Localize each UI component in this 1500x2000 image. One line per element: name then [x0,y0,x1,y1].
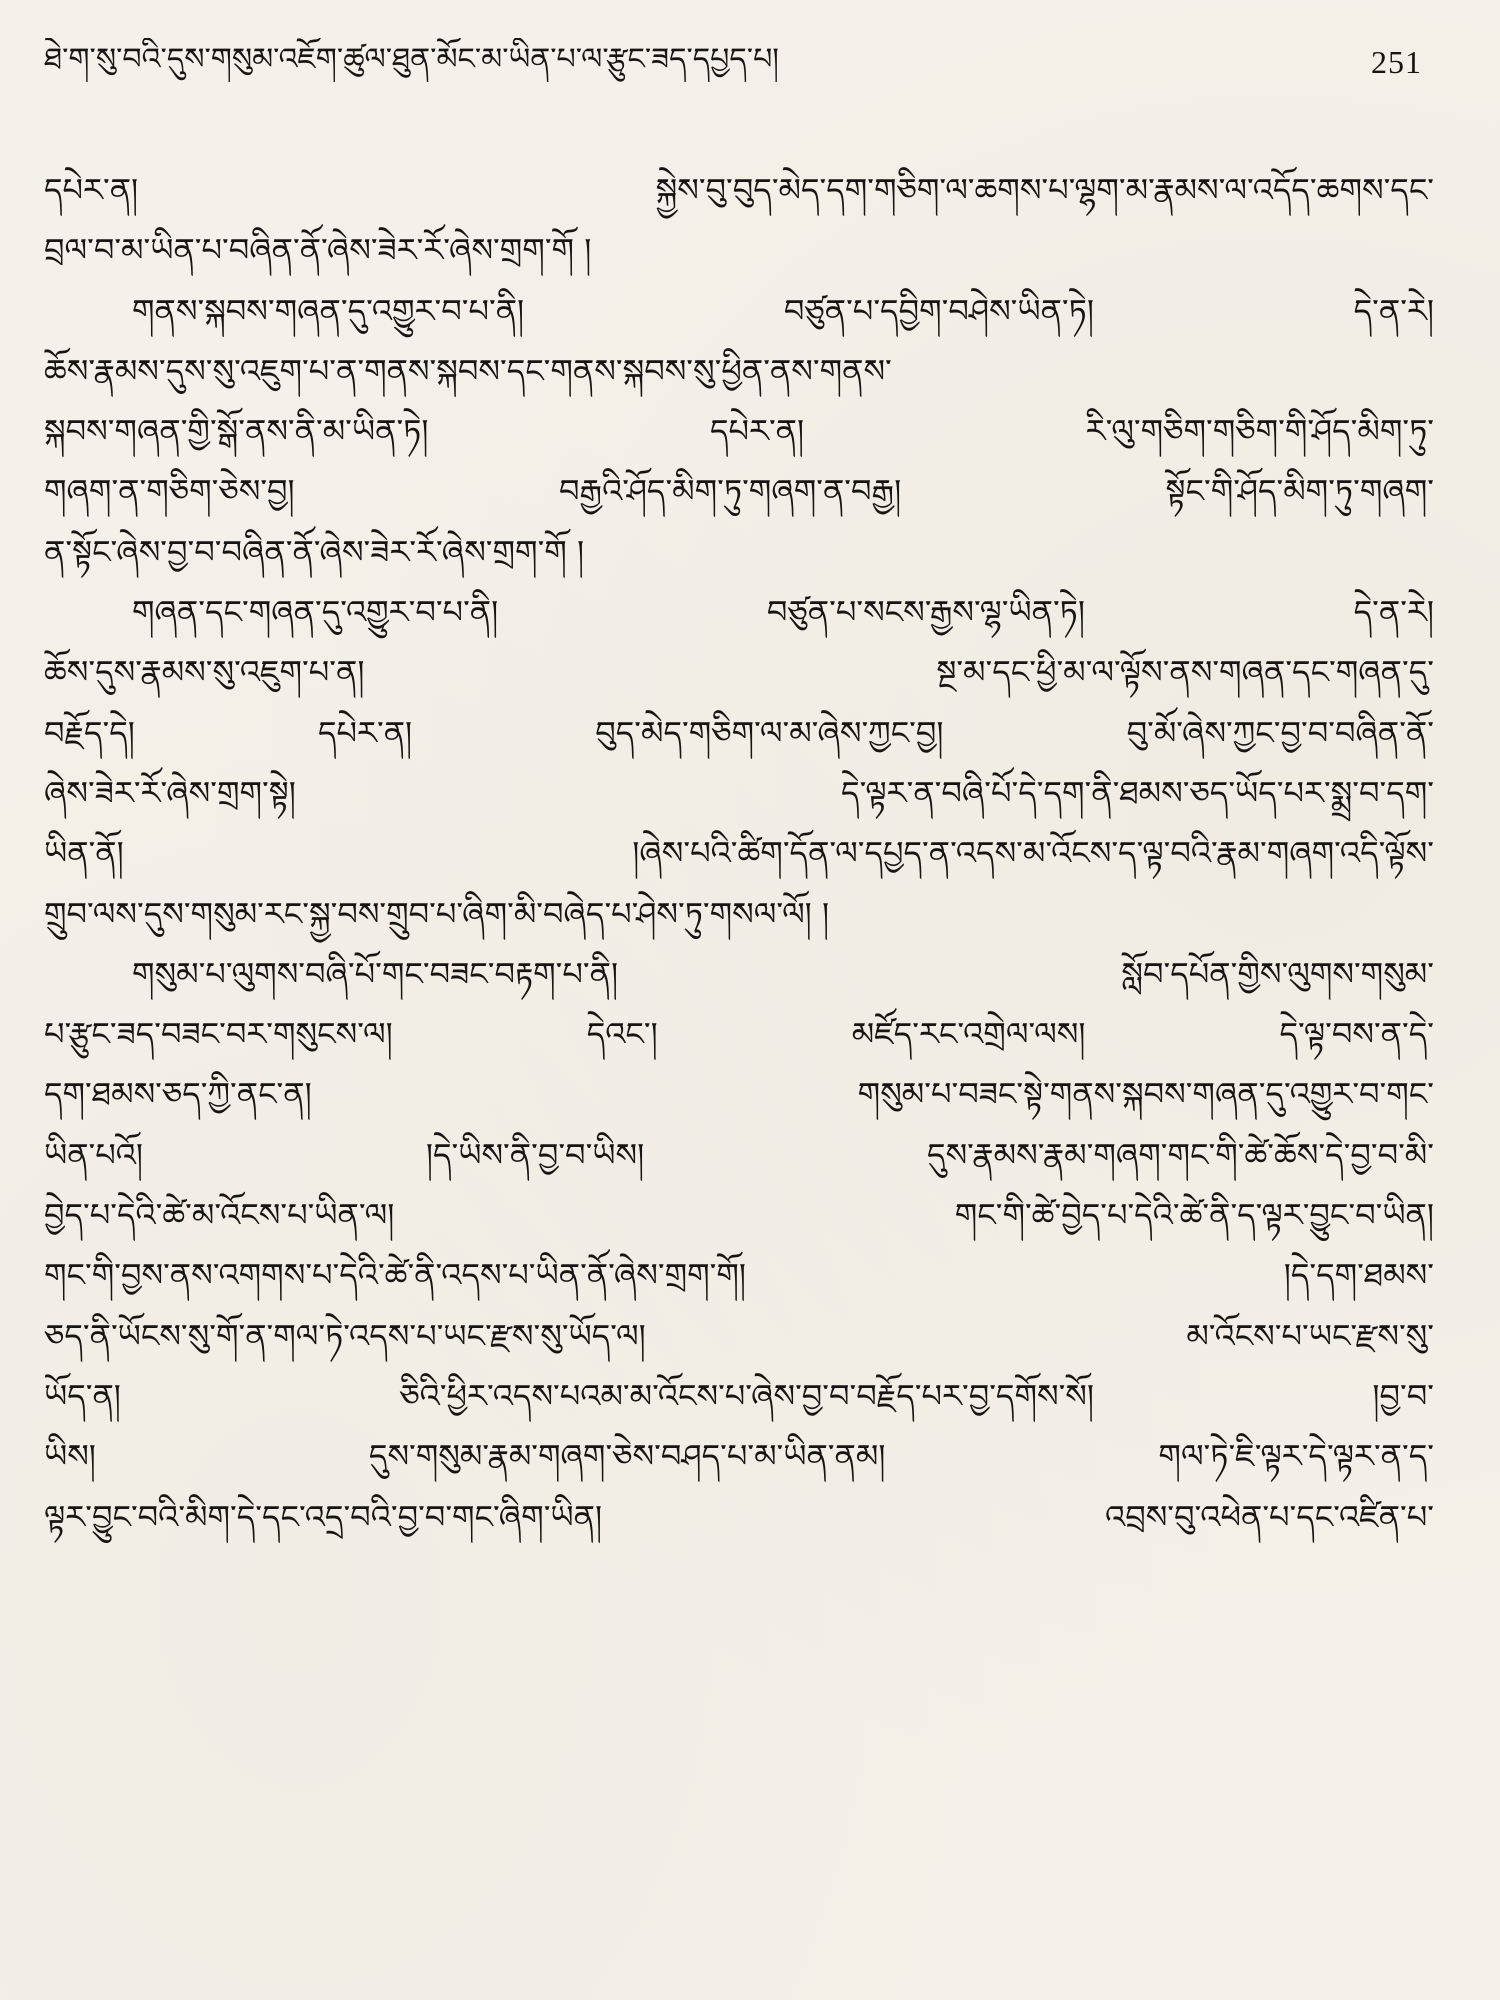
text-line: སྐབས་གཞན་གྱི་སྒོ་ནས་ནི་མ་ཡིན་ཏེ། དཔེར་ན། རི་ལུ་གཅིག་གཅིག་གི་ཤོད་མིག་ཏུ་ [44,412,1434,451]
text-line: བརྗོད་དེ། དཔེར་ན། བུད་མེད་གཅིག་ལ་མ་ཞེས་ཀྱང་བྱ། བུ་མོ་ཞེས་ཀྱང་བྱ་བ་བཞིན་ནོ་ [44,713,1434,752]
text-line: བྲལ་བ་མ་ཡིན་པ་བཞིན་ནོ་ཞེས་ཟེར་རོ་ཞེས་གྲག་གོ ། [44,231,592,270]
text-line: ཞེས་ཟེར་རོ་ཞེས་གྲག་སྟེ། དེ་ལྟར་ན་བཞི་པོ་དེ་དག་ནི་ཐམས་ཅད་ཡོད་པར་སྨྲ་བ་དག་ [44,773,1434,812]
text-line: ཆོས་རྣམས་དུས་སུ་འཇུག་པ་ན་གནས་སྐབས་དང་གནས་སྐབས་སུ་ཕྱིན་ནས་གནས་ [44,351,892,390]
running-head: ཐེ་ག་སུ་བའི་དུས་གསུམ་འཇོག་ཚུལ་ཐུན་མོང་མ་ཡིན་པ་ལ་རྩུང་ཟད་དཔྱད་པ། [44,42,779,77]
text-line: ཡིན་པའོ། །དེ་ཡིས་ནི་བྱ་བ་ཡིས། དུས་རྣམས་རྣམ་གཞག་གང་གི་ཚེ་ཆོས་དེ་བྱ་བ་མི་ [44,1135,1434,1174]
text-line: ཡིན་ནོ། །ཞེས་པའི་ཚིག་དོན་ལ་དཔྱད་ན་འདས་མ་འོངས་ད་ལྟ་བའི་རྣམ་གཞག་འདི་ལྟོས་ [44,834,1434,873]
text-line: གསུམ་པ་ལུགས་བཞི་པོ་གང་བཟང་བརྟག་པ་ནི། སློབ་དཔོན་གྱིས་ལུགས་གསུམ་ [132,954,1434,993]
text-line: གྲུབ་ལས་དུས་གསུམ་རང་སྐྱ་བས་གྲུབ་པ་ཞིག་མི་བཞེད་པ་ཤེས་ཏུ་གསལ་ལོ། ། [44,894,830,933]
text-line: ཆོས་དུས་རྣམས་སུ་འཇུག་པ་ན། སྔ་མ་དང་ཕྱི་མ་ལ་ལྟོས་ནས་གཞན་དང་གཞན་དུ་ [44,653,1434,692]
text-line: བྱེད་པ་དེའི་ཚེ་མ་འོངས་པ་ཡིན་ལ། གང་གི་ཚེ་བྱེད་པ་དེའི་ཚེ་ནི་ད་ལྟར་བྱུང་བ་ཡིན། [44,1196,1434,1235]
text-line: གཞག་ན་གཅིག་ཅེས་བྱ། བརྒྱའི་ཤོད་མིག་ཏུ་གཞག་ན་བརྒྱ། སྟོང་གི་ཤོད་མིག་ཏུ་གཞག་ [44,472,1434,511]
text-line: ཡིས། དུས་གསུམ་རྣམ་གཞག་ཅེས་བཤད་པ་མ་ཡིན་ནམ། གལ་ཏེ་ཇི་ལྟར་དེ་ལྟར་ན་ད་ [44,1437,1434,1476]
text-line: པ་རྩུང་ཟད་བཟང་བར་གསུངས་ལ། དེའང་། མཛོད་རང་འགྲེལ་ལས། དེ་ལྟ་བས་ན་དེ་ [44,1015,1434,1054]
text-line: ཡོད་ན། ཅིའི་ཕྱིར་འདས་པའམ་མ་འོངས་པ་ཞེས་བྱ་བ་བརྗོད་པར་བྱ་དགོས་སོ། །བྱ་བ་ [44,1376,1434,1415]
page-number: 251 [1371,44,1422,80]
text-line: གཞན་དང་གཞན་དུ་འགྱུར་བ་པ་ནི། བཙུན་པ་སངས་རྒྱས་ལྷ་ཡིན་ཏེ། དེ་ན་རེ། [132,593,1434,632]
body-text [44,160,1434,1547]
text-line: དཔེར་ན། སྐྱེས་བུ་བུད་མེད་དག་གཅིག་ལ་ཆགས་པ་ལྷག་མ་རྣམས་ལ་འདོད་ཆགས་དང་ [44,171,1434,209]
text-line: དག་ཐམས་ཅད་ཀྱི་ནང་ན། གསུམ་པ་བཟང་སྟེ་གནས་སྐབས་གཞན་དུ་འགྱུར་བ་གང་ [44,1075,1434,1114]
text-line: ལྟར་བྱུང་བའི་མིག་དེ་དང་འདྲ་བའི་བྱ་བ་གང་ཞིག་ཡིན། འབྲས་བུ་འཕེན་པ་དང་འཛིན་པ་ [44,1497,1434,1536]
text-line: ན་སྟོང་ཞེས་བྱ་བ་བཞིན་ནོ་ཞེས་ཟེར་རོ་ཞེས་གྲག་གོ ། [44,532,585,571]
text-line: གནས་སྐབས་གཞན་དུ་འགྱུར་བ་པ་ནི། བཙུན་པ་དབྱིག་བཤེས་ཡིན་ཏེ། དེ་ན་རེ། [132,291,1434,330]
text-line: ཅད་ནི་ཡོངས་སུ་གོ་ན་གལ་ཏེ་འདས་པ་ཡང་རྫས་སུ་ཡོད་ལ། མ་འོངས་པ་ཡང་རྫས་སུ་ [44,1316,1434,1355]
text-line: གང་གི་བྱས་ནས་འགགས་པ་དེའི་ཚེ་ནི་འདས་པ་ཡིན་ནོ་ཞེས་གྲག་གོ། །དེ་དག་ཐམས་ [44,1256,1434,1295]
